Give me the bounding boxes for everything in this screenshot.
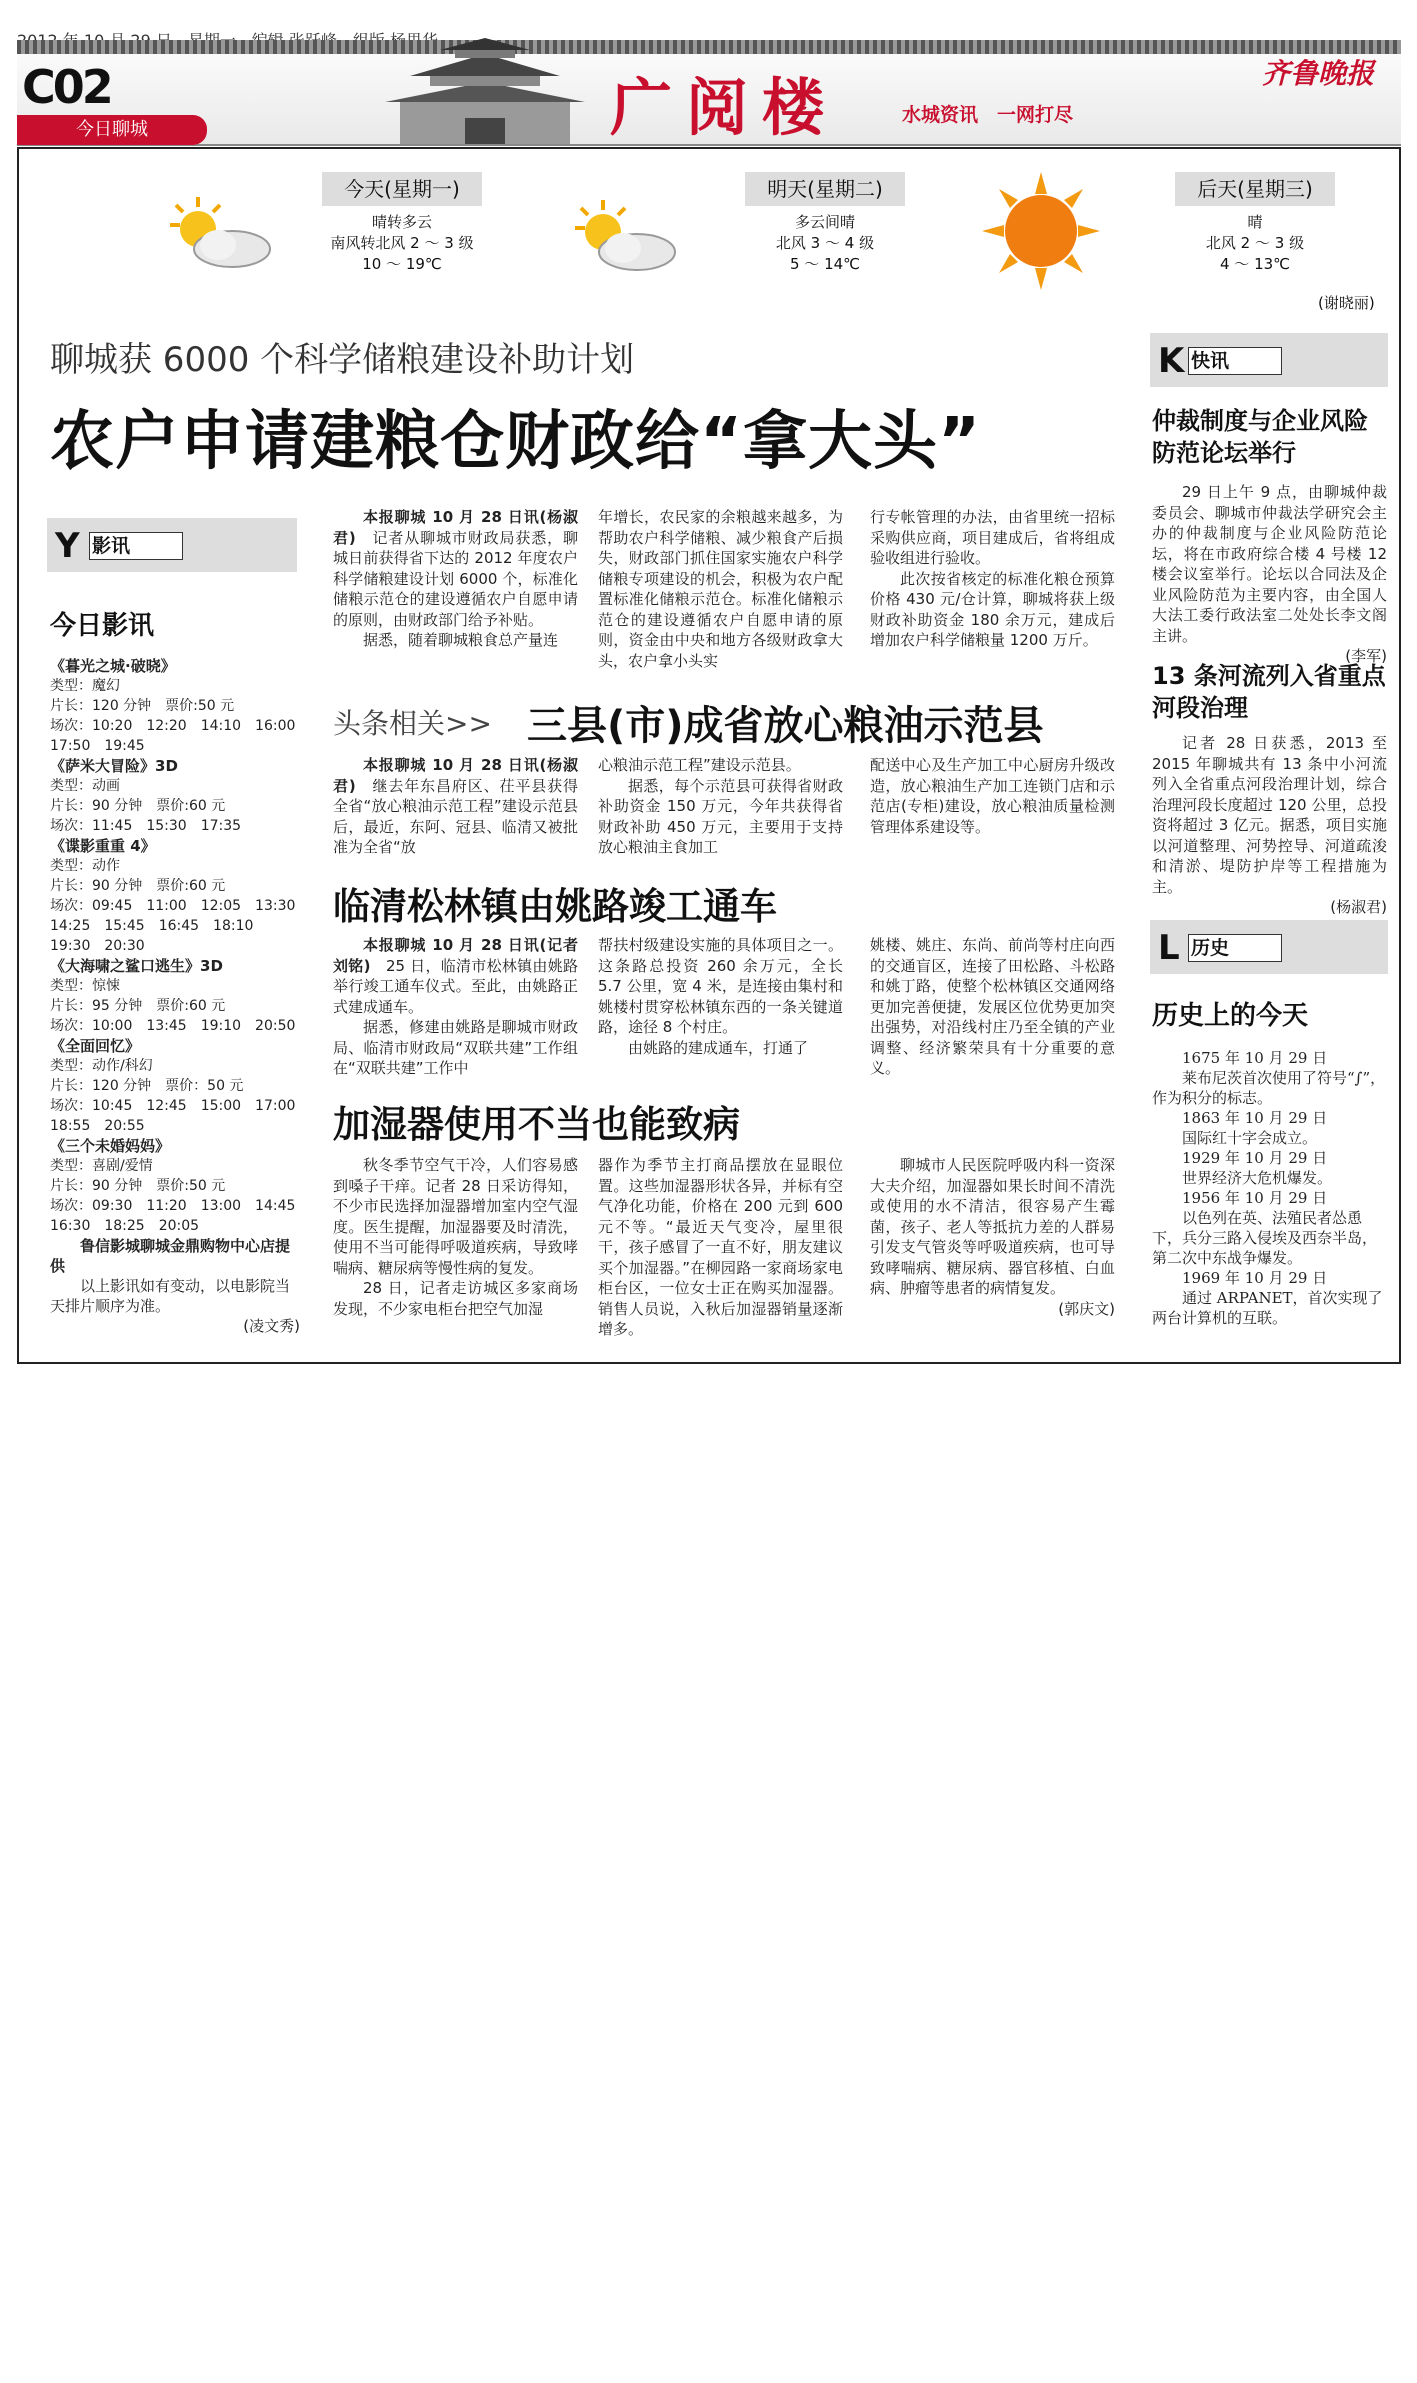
weather-today <box>322 172 482 275</box>
road-column-3: 姚楼、姚庄、东尚、前尚等村庄向西的交通盲区，连接了田松路、斗松路和姚丁路，使整个松林镇区交通网络更加完善便捷，发展区位优势更加突出强势，对沿线村庄乃至全镇的产业调整、经济繁荣具有十分重要的意义。 <box>870 936 1115 1077</box>
byline: (凌文秀) <box>243 1317 300 1335</box>
weather-day-label: 明天(星期二) <box>745 172 905 206</box>
film-name: 《萨米大冒险》3D <box>50 757 178 775</box>
history-event: 以色列在英、法殖民者怂恿下，兵分三路入侵埃及西奈半岛，第二次中东战争爆发。 <box>1152 1209 1378 1267</box>
history-event: 世界经济大危机爆发。 <box>1182 1169 1333 1187</box>
humidifier-column-1: 秋冬季节空气干冷，人们容易感到嗓子干痒。记者 28 日采访得知，不少市民选择加湿器增加室内空气湿度。医生提醒，加湿器要及时清洗，使用不当可能得呼吸道疾病，导致哮喘病、糖尿病等慢性病的复发。 28 日，记者走访城区多家商场发现，不少家电柜台把空气加湿 <box>333 1156 578 1318</box>
newspaper-name: 齐鲁晚报 <box>1262 57 1375 90</box>
film-name: 《三个未婚妈妈》 <box>50 1137 171 1155</box>
film-name: 《暮光之城·破晓》 <box>50 657 176 675</box>
film-name: 《谍影重重 4》 <box>50 837 156 855</box>
history-date: 1675 年 10 月 29 日 <box>1182 1049 1328 1067</box>
news-item-body: 记者 28 日获悉，2013 至 2015 年聊城共有 13 条中小河流列入全省重点河段治理计划，综合治理河段长度超过 120 公里，总投资将超过 3 亿元。据悉，项目实施以河道整理、河势控导、河道疏浚和清淤、堤防护岸等工程措施为主。 (杨淑君) <box>1152 734 1387 916</box>
lead-column-2: 年增长，农民家的余粮越来越多，为帮助农户科学储粮、减少粮食产后损失，财政部门抓住国家实施农户科学储粮专项建设的机会，积极为农户配置标准化储粮示范仓。标准化储粮示范仓的建设遵循农户自愿申请的原则，资金由中央和地方各级财政拿大头，农户拿小头实 <box>598 508 843 670</box>
film-type: 类型：动作/科幻 <box>50 1058 153 1074</box>
film-type: 类型：动画 <box>50 778 120 794</box>
related-column-2: 心粮油示范工程”建设示范县。 据悉，每个示范县可获得省财政补助资金 150 万元，今年共获得省财政补助 450 万元，主要用于支持放心粮油主食加工 <box>598 756 843 856</box>
film-entry <box>50 956 300 1036</box>
castle-icon <box>380 38 590 144</box>
related-column-3: 配送中心及生产加工中心厨房升级改造，放心粮油生产加工连锁门店和示范店(专柜)建设，放心粮油质量检测管理体系建设等。 <box>870 756 1115 836</box>
film-times: 场次：10:45 12:45 15:00 17:00 18:55 20:55 <box>50 1098 310 1134</box>
film-entry <box>50 1136 310 1236</box>
film-type: 类型：喜剧/爱情 <box>50 1158 153 1174</box>
sun-icon <box>982 172 1100 290</box>
box-letter: L <box>1158 928 1180 968</box>
film-len: 片长：120 分钟 票价:50 元 <box>50 698 235 714</box>
film-len: 片长：95 分钟 票价:60 元 <box>50 998 226 1014</box>
film-name: 《大海啸之鲨口逃生》3D <box>50 957 223 975</box>
history-event: 莱布尼茨首次使用了符号“∫”，作为积分的标志。 <box>1152 1069 1386 1107</box>
history-box-header <box>1150 920 1388 974</box>
film-type: 类型：惊悚 <box>50 978 120 994</box>
film-times: 场次：11:45 15:30 17:35 <box>50 818 242 834</box>
film-list <box>50 656 310 1336</box>
weather-wind: 南风转北风 2 ～ 3 级 <box>330 234 474 252</box>
history-event: 国际红十字会成立。 <box>1182 1129 1318 1147</box>
byline: (郭庆文) <box>1058 1299 1115 1318</box>
film-len: 片长：90 分钟 票价:60 元 <box>50 878 226 894</box>
weather-day-label: 今天(星期一) <box>322 172 482 206</box>
humidifier-headline: 加湿器使用不当也能致病 <box>333 1103 740 1146</box>
weather-credit: (谢晓丽) <box>1318 294 1375 312</box>
film-entry <box>50 836 310 956</box>
box-letter: K <box>1158 341 1185 381</box>
weather-after-tomorrow <box>1175 172 1335 275</box>
section-tag: 今日聊城 <box>17 115 207 145</box>
box-letter: Y <box>55 526 80 566</box>
road-column-1: 本报聊城 10 月 28 日讯(记者 刘铭) 25 日，临清市松林镇由姚路举行竣工通车仪式。至此，由姚路正式建成通车。 据悉，修建由姚路是聊城市财政局、临清市财政局“双联共建”工作组在“双联共建”工作中 <box>333 936 578 1077</box>
page-number: C02 <box>22 60 111 114</box>
brand-slogan: 水城资讯 一网打尽 <box>902 104 1074 126</box>
history-list <box>1152 1048 1387 1328</box>
weather-temp: 5 ～ 14℃ <box>789 255 860 273</box>
news-item-title: 13 条河流列入省重点河段治理 <box>1152 662 1386 722</box>
related-column-1: 本报聊城 10 月 28 日讯(杨淑君) 继去年东昌府区、茌平县获得全省“放心粮油示范工程”建设示范县后，最近，东阿、冠县、临清又被批准为全省“放 <box>333 756 578 856</box>
film-type: 类型：动作 <box>50 858 120 874</box>
byline: (李军) <box>1345 647 1387 665</box>
weather-wind: 北风 3 ～ 4 级 <box>775 234 875 252</box>
history-event: 通过 ARPANET，首次实现了两台计算机的互联。 <box>1152 1289 1383 1327</box>
film-times: 场次：09:45 11:00 12:05 13:30 14:25 15:45 16:45 18:10 19:30 20:30 <box>50 898 310 954</box>
dateline: 本报聊城 10 月 28 日讯(记者 刘铭) <box>333 936 578 975</box>
lead-column-3: 行专帐管理的办法，由省里统一招标采购供应商，项目建成后，省将组成验收组进行验收。 此次按省核定的标准化粮仓预算价格 430 元/仓计算，聊城将获上级财政补助资金 180 余万元，建成后增加农户科学储粮量 1200 万斤。 <box>870 508 1115 649</box>
dateline: 本报聊城 10 月 28 日讯(杨淑君) <box>333 756 578 795</box>
box-label: 影讯 <box>89 532 183 560</box>
news-item-title: 仲裁制度与企业风险防范论坛举行 <box>1152 407 1368 467</box>
road-column-2: 帮扶村级建设实施的具体项目之一。这条路总投资 260 余万元，全长 5.7 公里，宽 4 米，是连接由集村和姚楼村贯穿松林镇东西的一条关键道路，途径 8 个村庄。 由姚路的建成通车，打通了 <box>598 936 843 1057</box>
film-entry <box>50 1036 310 1136</box>
brand-title: 广阅楼 <box>610 71 839 144</box>
humidifier-column-3: 聊城市人民医院呼吸内科一资深大夫介绍，加湿器如果长时间不清洗或使用的水不清洁，很容易产生霉菌，孩子、老人等抵抗力差的人群易引发支气管炎等呼吸道疾病，也可导致哮喘病、糖尿病、器官移植、白血病、肿瘤等患者的病情复发。 (郭庆文) <box>870 1156 1115 1318</box>
film-times: 场次：10:00 13:45 19:10 20:50 <box>50 1018 296 1034</box>
weather-temp: 4 ～ 13℃ <box>1219 255 1290 273</box>
box-label: 历史 <box>1188 934 1282 962</box>
lead-column-1: 本报聊城 10 月 28 日讯(杨淑君) 记者从聊城市财政局获悉，聊城日前获得省下达的 2012 年度农户科学储粮建设计划 6000 个，标准化储粮示范仓的建设遵循农户自愿申请的原则，由财政部门给予补贴。 据悉，随着聊城粮食总产量连 <box>333 508 578 649</box>
film-times: 场次：09:30 11:20 13:00 14:45 16:30 18:25 20:05 <box>50 1198 310 1234</box>
film-note: 以上影讯如有变动，以电影院当天排片顺序为准。 <box>50 1277 291 1315</box>
film-len: 片长：120 分钟 票价：50 元 <box>50 1078 244 1094</box>
film-name: 《全面回忆》 <box>50 1037 141 1055</box>
film-box-header <box>47 518 297 572</box>
film-times: 场次：10:20 12:20 14:10 16:00 17:50 19:45 <box>50 718 310 754</box>
news-item-body: 29 日上午 9 点，由聊城仲裁委员会、聊城市仲裁法学研究会主办的仲裁制度与企业风险防范论坛，将在市政府综合楼 4 号楼 12 楼会议室举行。论坛以合同法及企业风险防范为主要内容，由全国人大法工委行政法室二处处长李文阁主讲。 (李军) <box>1152 483 1387 665</box>
weather-condition: 晴转多云 <box>371 213 432 231</box>
film-cinema: 鲁信影城聊城金鼎购物中心店提供 <box>50 1237 291 1275</box>
partly-cloudy-icon <box>160 195 275 275</box>
lead-kicker: 聊城获 6000 个科学储粮建设补助计划 <box>50 340 635 380</box>
history-date: 1956 年 10 月 29 日 <box>1182 1189 1328 1207</box>
weather-condition: 晴 <box>1247 213 1263 231</box>
weather-tomorrow <box>745 172 905 275</box>
film-len: 片长：90 分钟 票价:50 元 <box>50 1178 226 1194</box>
film-entry <box>50 756 300 836</box>
history-date: 1969 年 10 月 29 日 <box>1182 1269 1328 1287</box>
road-headline: 临清松林镇由姚路竣工通车 <box>333 885 777 928</box>
humidifier-column-2: 器作为季节主打商品摆放在显眼位置。这些加湿器形状各异，并标有空气净化功能，价格在 200 元到 600 元不等。“最近天气变冷，屋里很干，孩子感冒了一直不好，朋友建议买个加湿器。”在柳园路一家商场家电柜台区，一位女士正在购买加湿器。销售人员说，入秋后加湿器销量逐渐增多。 <box>598 1156 843 1338</box>
weather-temp: 10 ～ 19℃ <box>362 255 442 273</box>
related-title: 三县(市)成省放心粮油示范县 <box>527 703 1044 749</box>
weather-wind: 北风 2 ～ 3 级 <box>1205 234 1305 252</box>
news-box-header <box>1150 333 1388 387</box>
film-type: 类型：魔幻 <box>50 678 120 694</box>
film-len: 片长：90 分钟 票价:60 元 <box>50 798 226 814</box>
film-entry <box>50 656 310 756</box>
lead-headline: 农户申请建粮仓财政给“拿大头” <box>50 405 982 479</box>
box-label: 快讯 <box>1188 347 1282 375</box>
partly-cloudy-icon <box>565 198 680 278</box>
history-date: 1863 年 10 月 29 日 <box>1182 1109 1328 1127</box>
weather-condition: 多云间晴 <box>794 213 855 231</box>
related-label: 头条相关>> <box>333 707 492 740</box>
film-title: 今日影讯 <box>50 611 155 641</box>
history-date: 1929 年 10 月 29 日 <box>1182 1149 1328 1167</box>
weather-day-label: 后天(星期三) <box>1175 172 1335 206</box>
dateline: 本报聊城 10 月 28 日讯(杨淑君) <box>333 508 578 547</box>
history-title: 历史上的今天 <box>1152 1001 1309 1031</box>
byline: (杨淑君) <box>1330 898 1387 916</box>
